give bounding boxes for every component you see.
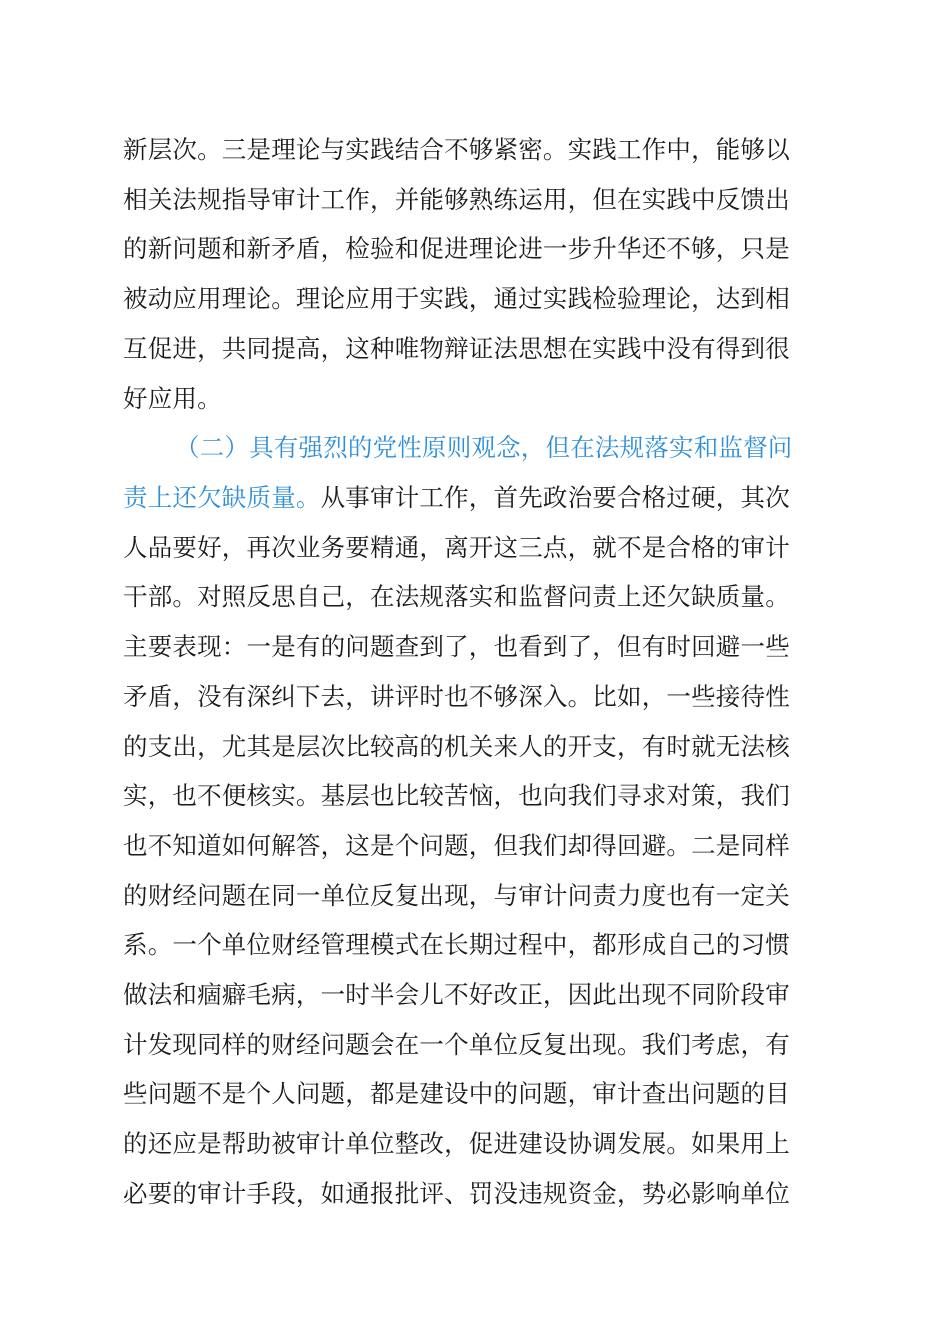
paragraph-line: 矛盾，没有深纠下去，讲评时也不够深入。比如，一些接待性: [123, 682, 790, 711]
paragraph-line: 干部。对照反思自己，在法规落实和监督问责上还欠缺质量。: [123, 582, 790, 611]
paragraph-line: 被动应用理论。理论应用于实践，通过实践检验理论，达到相: [123, 284, 790, 313]
paragraph-line: 的财经问题在同一单位反复出现，与审计问责力度也有一定关: [123, 881, 790, 910]
paragraph-line: 实，也不便核实。基层也比较苦恼，也向我们寻求对策，我们: [123, 781, 790, 810]
paragraph-text: 从事审计工作，首先政治要合格过硬，其次: [320, 483, 790, 512]
paragraph-line: 新层次。三是理论与实践结合不够紧密。实践工作中，能够以: [123, 135, 790, 164]
paragraph-line: 互促进，共同提高，这种唯物辩证法思想在实践中没有得到很: [123, 334, 790, 363]
paragraph-line: 做法和痼癖毛病，一时半会儿不好改正，因此出现不同阶段审: [123, 980, 790, 1009]
paragraph-line: 相关法规指导审计工作，并能够熟练运用，但在实践中反馈出: [123, 185, 790, 214]
section-heading: （二）具有强烈的党性原则观念，但在法规落实和监督问: [175, 433, 793, 462]
paragraph-line: 必要的审计手段，如通报批评、罚没违规资金，势必影响单位: [123, 1179, 790, 1208]
paragraph-line: [123, 473, 790, 523]
section-heading-continuation: 责上还欠缺质量。: [123, 483, 321, 512]
paragraph-line: 些问题不是个人问题，都是建设中的问题，审计查出问题的目: [123, 1079, 790, 1108]
paragraph-line: 主要表现：一是有的问题查到了，也看到了，但有时回避一些: [123, 632, 790, 661]
paragraph-line: 的还应是帮助被审计单位整改，促进建设协调发展。如果用上: [123, 1129, 790, 1158]
section-heading-line: [175, 423, 793, 473]
paragraph-line: 好应用。: [123, 384, 222, 413]
paragraph-line: 系。一个单位财经管理模式在长期过程中，都形成自己的习惯: [123, 930, 790, 959]
paragraph-line: 的支出，尤其是层次比较高的机关来人的开支，有时就无法核: [123, 732, 790, 761]
paragraph-line: 人品要好，再次业务要精通，离开这三点，就不是合格的审计: [123, 533, 790, 562]
paragraph-line: 的新问题和新矛盾，检验和促进理论进一步升华还不够，只是: [123, 234, 790, 263]
paragraph-line: 也不知道如何解答，这是个问题，但我们却得回避。二是同样: [123, 831, 790, 860]
paragraph-line: 计发现同样的财经问题会在一个单位反复出现。我们考虑，有: [123, 1030, 790, 1059]
